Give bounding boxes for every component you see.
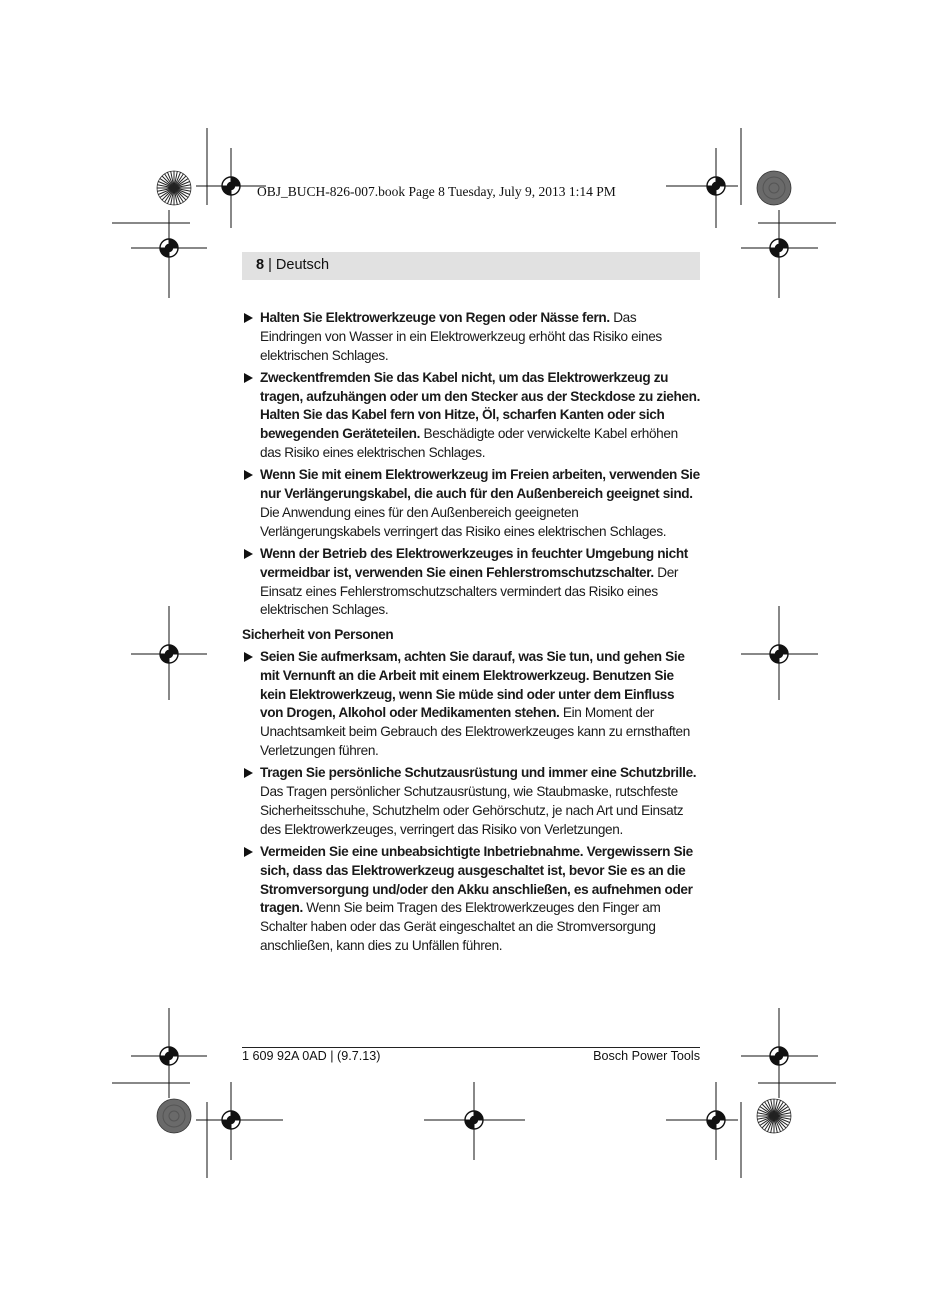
item-bold-text: Halten Sie Elektrowerkzeuge von Regen oder Nässe fern. [260, 310, 610, 325]
item-text: Das Tragen persönlicher Schutzausrüstung, wie Staubmaske, rutschfeste Sicherheitsschuhe, Schutzhelm oder Gehörschutz, je nach Art und Einsatz des Elektrowerkzeuges, verringert das Risiko von Verletzungen. [260, 784, 684, 837]
item-bold-text: Wenn der Betrieb des Elektrowerkzeuges in feuchter Umgebung nicht vermeidbar ist, verwenden Sie einen Fehlerstromschutzschalter. [260, 546, 688, 580]
item-text: Ein Moment der Unachtsamkeit beim Gebrauch des Elektrowerkzeuges kann zu ernsthaften Verletzungen führen. [260, 705, 690, 759]
page-number: 8 [256, 257, 265, 273]
list-item [242, 843, 700, 956]
item-bold-text: Wenn Sie mit einem Elektrowerkzeug im Freien arbeiten, verwenden Sie nur Verlängerungskabel, die auch für den Außenbereich geeignet sind. [260, 467, 700, 502]
item-bold-text: Seien Sie aufmerksam, achten Sie darauf, was Sie tun, und gehen Sie mit Vernunft an die Arbeit mit einem Elektrowerkzeug. Benutzen Sie kein Elektrowerkzeug, wenn Sie müde sind oder unter dem Einfluss von Drogen, Alkohol oder Medikamenten stehen. [260, 649, 685, 721]
section-heading: Sicherheit von Personen [242, 627, 394, 643]
item-text: Der Einsatz eines Fehlerstromschutzschalters vermindert das Risiko eines elektrischen Schlages. [260, 564, 679, 618]
footer-brand: Bosch Power Tools [593, 1049, 700, 1063]
page-header-bar [242, 252, 700, 280]
page-header [256, 257, 329, 273]
print-job-header: OBJ_BUCH-826-007.book Page 8 Tuesday, July 9, 2013 1:14 PM [257, 184, 616, 199]
header-separator: | [264, 257, 276, 273]
item-bold-text: Zweckentfremden Sie das Kabel nicht, um das Elektrowerkzeug zu tragen, aufzuhängen oder um den Stecker aus der Steckdose zu ziehen. Halten Sie das Kabel fern von Hitze, Öl, scharfen Kanten oder sich bewegenden Geräteteilen. [260, 369, 701, 442]
list-item [242, 309, 700, 365]
list-item [242, 764, 700, 839]
main-content [242, 309, 700, 959]
item-text: Wenn Sie beim Tragen des Elektrowerkzeuges den Finger am Schalter haben oder das Gerät eingeschaltet an die Stromversorgung anschließen, kann dies zu Unfällen führen. [260, 900, 661, 953]
list-item [242, 545, 700, 620]
item-text: Beschädigte oder verwickelte Kabel erhöhen das Risiko eines elektrischen Schlages. [260, 426, 678, 461]
item-text: Das Eindringen von Wasser in ein Elektrowerkzeug erhöht das Risiko eines elektrischen Schlages. [260, 310, 662, 363]
list-item [242, 648, 700, 761]
footer-divider [242, 1047, 700, 1048]
header-language: Deutsch [275, 257, 330, 273]
list-item [242, 369, 700, 463]
item-bold-text: Tragen Sie persönliche Schutzausrüstung und immer eine Schutzbrille. [260, 765, 697, 781]
item-bold-text: Vermeiden Sie eine unbeabsichtigte Inbetriebnahme. Vergewissern Sie sich, dass das Elektrowerkzeug ausgeschaltet ist, bevor Sie es an die Stromversorgung und/oder den Akku anschließen, es aufnehmen oder tragen. [260, 844, 693, 916]
list-item [242, 466, 700, 541]
footer-document-number: 1 609 92A 0AD | (9.7.13) [242, 1049, 381, 1063]
item-text: Die Anwendung eines für den Außenbereich geeigneten Verlängerungskabels verringert das Risiko eines elektrischen Schlages. [260, 504, 667, 539]
